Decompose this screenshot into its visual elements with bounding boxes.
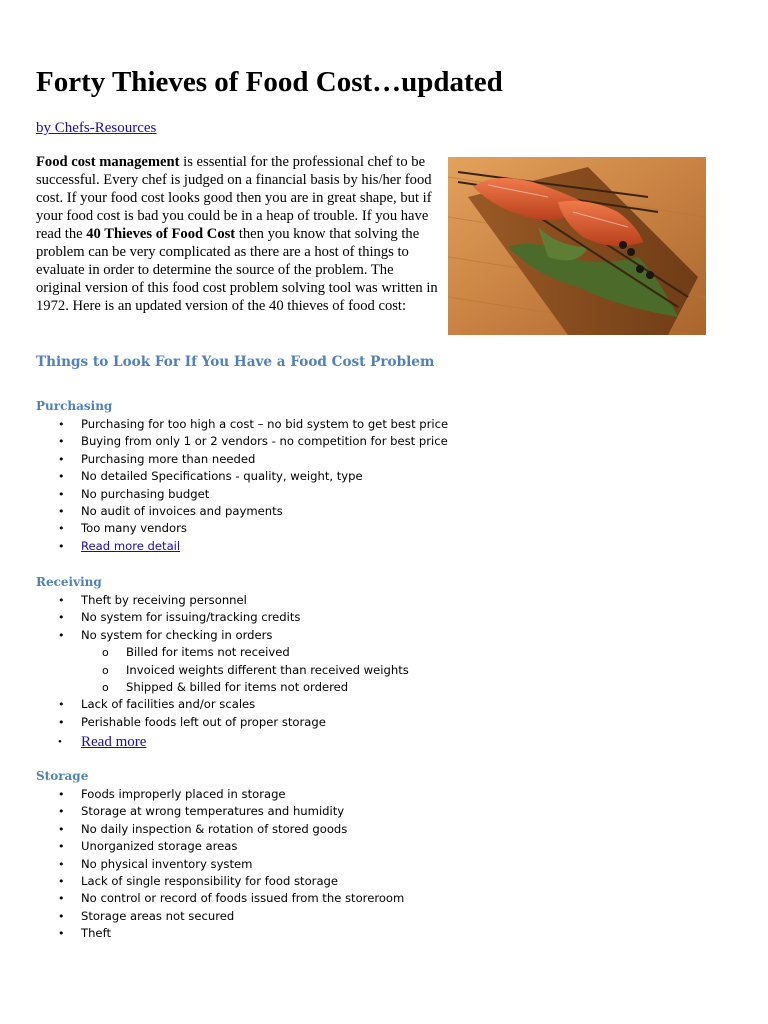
bullet-icon: •: [58, 628, 65, 642]
bullet-icon: •: [58, 822, 65, 836]
list-item: • No audit of invoices and payments: [0, 503, 448, 520]
bullet-icon: •: [58, 698, 65, 712]
list-item: • Too many vendors: [0, 520, 448, 537]
list-item: • Buying from only 1 or 2 vendors - no competition for best price: [0, 433, 448, 450]
receiving-list: [0, 592, 409, 753]
storage-heading: Storage: [36, 769, 89, 783]
bullet-icon: •: [58, 505, 65, 519]
cedar-plank-salmon-photo: [448, 157, 706, 335]
sub-bullet-icon: o: [102, 646, 109, 660]
list-item: • No purchasing budget: [0, 486, 448, 503]
list-item: • Theft: [0, 925, 404, 942]
list-item: • No control or record of foods issued from the storeroom: [0, 890, 404, 907]
intro-text-2: then you know that solving the problem can be very complicated as there are a host of things to evaluate in order to determine the source of the problem. The original version of this food cost problem solving tool was written in 1972. Here is an updated version of the 40 thieves of food cost:: [36, 226, 438, 314]
bullet-icon: •: [58, 539, 65, 553]
bullet-icon: •: [58, 875, 65, 889]
list-item: • Storage areas not secured: [0, 908, 404, 925]
bullet-icon: •: [58, 487, 65, 501]
list-item: [0, 538, 448, 555]
sub-list-item: o Invoiced weights different than received weights: [0, 662, 409, 679]
sub-bullet-icon: o: [102, 663, 109, 677]
receiving-heading: Receiving: [36, 575, 102, 589]
byline-link[interactable]: by Chefs-Resources: [36, 120, 157, 136]
bullet-icon: •: [58, 788, 65, 801]
list-item: • Foods improperly placed in storage: [0, 786, 404, 803]
purchasing-read-more-link[interactable]: Read more detail: [81, 538, 181, 553]
section-heading: Things to Look For If You Have a Food Cost Problem: [36, 354, 435, 370]
list-item: [0, 731, 409, 753]
bullet-icon: •: [58, 611, 65, 625]
list-item: • No detailed Specifications - quality, weight, type: [0, 468, 448, 485]
bullet-icon: •: [58, 857, 65, 871]
bullet-icon: •: [58, 909, 65, 923]
receiving-read-more-link[interactable]: Read more: [81, 734, 147, 751]
list-item: • Lack of single responsibility for food storage: [0, 873, 404, 890]
list-item: • Perishable foods left out of proper storage: [0, 714, 409, 731]
bullet-icon: •: [58, 522, 65, 536]
bullet-icon: •: [58, 840, 65, 854]
bullet-icon: •: [58, 418, 65, 431]
purchasing-list: [0, 416, 448, 555]
list-item: • Lack of facilities and/or scales: [0, 696, 409, 713]
list-item: • No daily inspection & rotation of stored goods: [0, 821, 404, 838]
list-item: • Theft by receiving personnel: [0, 592, 409, 609]
sub-list-item: o Shipped & billed for items not ordered: [0, 679, 409, 696]
intro-lead-bold: Food cost management: [36, 154, 180, 170]
list-item: • No system for issuing/tracking credits: [0, 609, 409, 626]
storage-list: [0, 786, 404, 943]
list-item: • No system for checking in orders: [0, 627, 409, 644]
intro-paragraph: [36, 153, 438, 315]
bullet-icon: •: [58, 805, 65, 819]
list-item: • No physical inventory system: [0, 856, 404, 873]
list-item: • Purchasing for too high a cost – no bid system to get best price: [0, 416, 448, 433]
sub-list-item: o Billed for items not received: [0, 644, 409, 661]
list-item: • Purchasing more than needed: [0, 451, 448, 468]
bullet-icon: •: [58, 715, 65, 729]
intro-inline-bold: 40 Thieves of Food Cost: [86, 226, 236, 242]
list-item: • Storage at wrong temperatures and humidity: [0, 803, 404, 820]
bullet-icon: •: [58, 452, 65, 466]
bullet-icon: •: [58, 892, 65, 906]
bullet-icon: •: [58, 435, 65, 449]
sub-bullet-icon: o: [102, 681, 109, 695]
bullet-icon: •: [58, 594, 65, 607]
page-title: Forty Thieves of Food Cost…updated: [36, 66, 503, 98]
bullet-icon: •: [58, 736, 62, 749]
purchasing-heading: Purchasing: [36, 399, 113, 413]
bullet-icon: •: [58, 927, 65, 941]
list-item: • Unorganized storage areas: [0, 838, 404, 855]
intro-text-1: is essential for the professional chef to be successful. Every chef is judged on a financial basis by his/her food cost. If your food cost looks good then you are in great shape, but if your food cost is bad you could be in a heap of trouble. If you have read the: [36, 154, 432, 242]
bullet-icon: •: [58, 470, 65, 484]
